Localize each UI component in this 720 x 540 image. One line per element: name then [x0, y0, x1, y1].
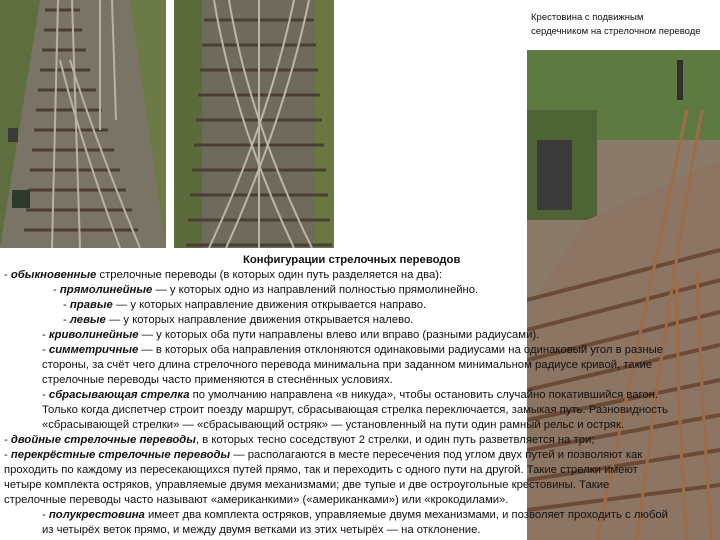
text-line: четыре комплекта остряков, управляемые двумя механизмами; две тупые и две остроугольные крестовины. Такие — [4, 479, 610, 491]
text-line: проходить по каждому из пересекающихся путей прямо, так и переходить с одного пути на другой. Такие стрелки имеют — [4, 464, 638, 476]
list-item: - сбрасывающая стрелка по умолчанию направлена «в никуда», чтобы остановить случайно покатившийся вагон. — [42, 389, 659, 401]
photo-caption-line: Крестовина с подвижным — [531, 12, 644, 23]
list-item: - полукрестовина имеет два комплекта остряков, управляемые двумя механизмами, и позволяет проходить с любой — [42, 509, 668, 521]
text-line: Только когда диспетчер строит поезду маршрут, сбрасывающая стрелка переключается, замыкая путь. Разновидность — [42, 404, 668, 416]
list-item: - прямолинейные — у которых одно из направлений полностью прямолинейно. — [53, 284, 479, 296]
text-line: стрелочные переводы часто называют «американкими» («американками») или «крокодилами». — [4, 494, 509, 506]
list-item: - правые — у которых направление движения открывается направо. — [63, 299, 427, 311]
text-line: стороны, за счёт чего длина стрелочного перевода минимальна при заданном минимальном радиусе кривой, такие — [42, 359, 653, 371]
list-item: - перекрёстные стрелочные переводы — располагаются в месте пересечения под углом двух путей и позволяют как — [4, 449, 643, 461]
section-title: Конфигурации стрелочных переводов — [243, 254, 461, 266]
list-item: - левые — у которых направление движения открывается налево. — [63, 314, 414, 326]
list-item: - обыкновенные стрелочные переводы (в которых один путь разделяется на два): — [4, 269, 443, 281]
list-item: - криволинейные — у которых оба пути направлены влево или вправо (разными радиусами). — [42, 329, 540, 341]
list-item: - двойные стрелочные переводы, в которых тесно соседствуют 2 стрелки, и один путь разветвляется на три; — [4, 434, 595, 446]
photo-caption-line: сердечником на стрелочном переводе — [531, 26, 701, 37]
text-line: стрелочные переводы часто применяются в стеснённых условиях. — [42, 374, 393, 386]
text-line: «сбрасывающей стрелки» — «сбрасывающий остряк» — установленный на пути один рамный рельс и остряк. — [42, 419, 625, 431]
list-item: - симметричные — в которых оба направления отклоняются одинаковыми радиусами на одинаковый угол в разные — [42, 344, 663, 356]
text-line: из четырёх веток прямо, и между двумя ветками из этих четырёх — на отклонение. — [42, 524, 481, 536]
